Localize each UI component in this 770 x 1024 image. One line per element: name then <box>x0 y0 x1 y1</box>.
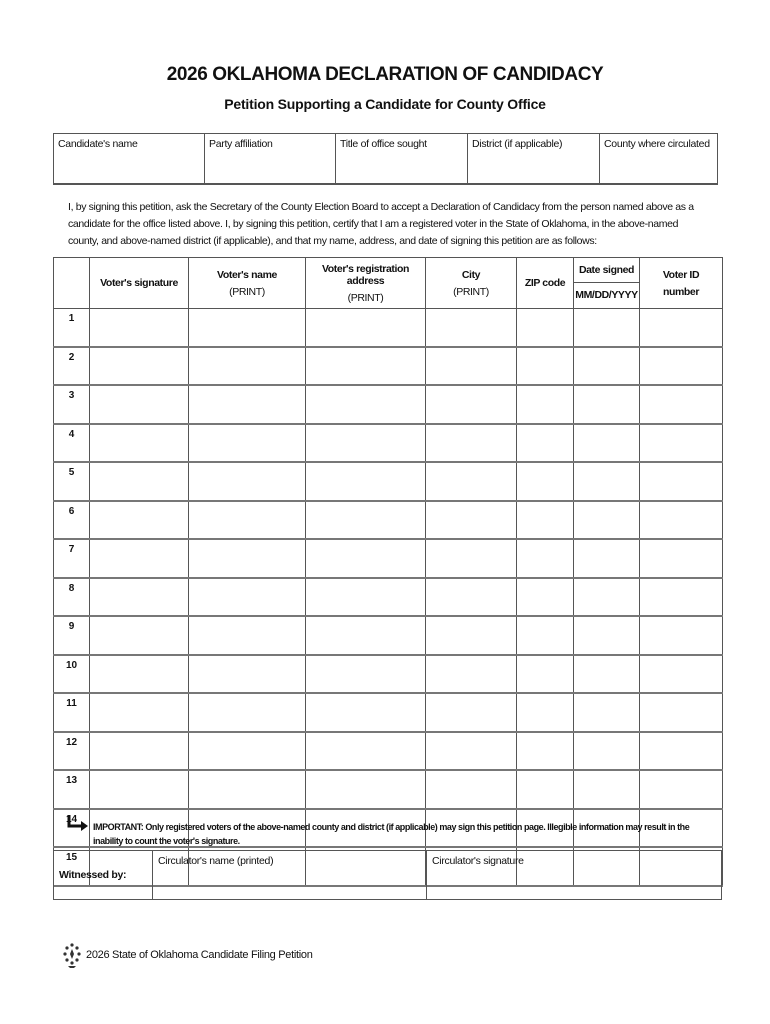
date-cell[interactable] <box>574 347 640 386</box>
signature-table <box>53 257 723 887</box>
signature-cell[interactable] <box>90 578 189 617</box>
row-number: 1 <box>54 309 90 347</box>
signature-cell[interactable] <box>90 539 189 578</box>
circulator-signature-field[interactable]: Circulator's signature <box>427 851 722 900</box>
address-cell[interactable] <box>306 309 426 347</box>
row-number: 12 <box>54 732 90 771</box>
signature-cell[interactable] <box>90 655 189 694</box>
voter-name-cell[interactable] <box>189 424 306 463</box>
zip-cell[interactable] <box>517 309 574 347</box>
city-cell[interactable] <box>426 385 517 424</box>
address-cell[interactable] <box>306 347 426 386</box>
city-cell[interactable] <box>426 732 517 771</box>
voter-id-cell[interactable] <box>640 385 723 424</box>
signature-cell[interactable] <box>90 732 189 771</box>
voter-id-cell[interactable] <box>640 616 723 655</box>
table-row <box>54 616 723 655</box>
address-cell[interactable] <box>306 616 426 655</box>
row-number: 15 <box>54 847 90 886</box>
voter-name-cell[interactable] <box>189 309 306 347</box>
row-number: 3 <box>54 385 90 424</box>
city-cell[interactable] <box>426 424 517 463</box>
date-cell[interactable] <box>574 578 640 617</box>
date-cell[interactable] <box>574 770 640 809</box>
row-number: 14 <box>54 809 90 848</box>
zip-cell[interactable] <box>517 347 574 386</box>
arrow-return-icon <box>66 814 90 834</box>
address-cell[interactable] <box>306 462 426 501</box>
row-number: 13 <box>54 770 90 809</box>
date-cell[interactable] <box>574 693 640 732</box>
voter-id-cell[interactable] <box>640 578 723 617</box>
row-number-header <box>54 258 90 309</box>
address-cell[interactable] <box>306 770 426 809</box>
date-cell[interactable] <box>574 539 640 578</box>
table-row <box>54 462 723 501</box>
city-cell[interactable] <box>426 770 517 809</box>
signature-cell[interactable] <box>90 770 189 809</box>
important-notice: IMPORTANT: Only registered voters of the above-named county and district (if applicable) may sign this petition page. Illegible information may result in the inability to count the voter's signature. <box>93 822 690 846</box>
voter-name-cell[interactable] <box>189 770 306 809</box>
address-header: Voter's registration address (PRINT) <box>306 258 426 309</box>
date-cell[interactable] <box>574 309 640 347</box>
city-cell[interactable] <box>426 347 517 386</box>
row-number: 5 <box>54 462 90 501</box>
table-row <box>54 693 723 732</box>
date-cell[interactable] <box>574 732 640 771</box>
address-cell[interactable] <box>306 732 426 771</box>
zip-cell[interactable] <box>517 462 574 501</box>
address-cell[interactable] <box>306 385 426 424</box>
table-row <box>54 539 723 578</box>
oklahoma-seal-icon <box>62 941 82 969</box>
voter-name-cell[interactable] <box>189 693 306 732</box>
city-header: City (PRINT) <box>426 258 517 309</box>
table-row <box>54 501 723 540</box>
voter-id-cell[interactable] <box>640 309 723 347</box>
row-number: 7 <box>54 539 90 578</box>
footer <box>62 940 313 970</box>
address-cell[interactable] <box>306 539 426 578</box>
circulator-name-field[interactable]: Circulator's name (printed) <box>153 851 427 900</box>
zip-header: ZIP code <box>517 258 574 309</box>
date-cell[interactable] <box>574 501 640 540</box>
city-cell[interactable] <box>426 501 517 540</box>
address-cell[interactable] <box>306 578 426 617</box>
table-row <box>54 732 723 771</box>
voter-name-cell[interactable] <box>189 462 306 501</box>
city-cell[interactable] <box>426 616 517 655</box>
row-number: 11 <box>54 693 90 732</box>
signature-rows <box>54 309 723 886</box>
voter-id-cell[interactable] <box>640 347 723 386</box>
candidate-name-field[interactable]: Candidate's name <box>54 134 205 185</box>
signature-cell[interactable] <box>90 424 189 463</box>
table-row <box>54 385 723 424</box>
table-row <box>54 309 723 347</box>
witnessed-by-label: Witnessed by: <box>54 851 153 900</box>
table-row <box>54 578 723 617</box>
voter-id-cell[interactable] <box>640 693 723 732</box>
office-title-field[interactable]: Title of office sought <box>336 134 468 185</box>
address-cell[interactable] <box>306 655 426 694</box>
zip-cell[interactable] <box>517 539 574 578</box>
signature-header: Voter's signature <box>90 258 189 309</box>
row-number: 4 <box>54 424 90 463</box>
city-cell[interactable] <box>426 655 517 694</box>
signature-cell[interactable] <box>90 309 189 347</box>
voter-id-cell[interactable] <box>640 424 723 463</box>
zip-cell[interactable] <box>517 501 574 540</box>
district-field[interactable]: District (if applicable) <box>468 134 600 185</box>
voter-name-cell[interactable] <box>189 385 306 424</box>
voter-id-cell[interactable] <box>640 732 723 771</box>
date-cell[interactable] <box>574 655 640 694</box>
row-number: 8 <box>54 578 90 617</box>
voter-id-header: Voter ID number <box>640 258 723 309</box>
party-affiliation-field[interactable]: Party affiliation <box>205 134 336 185</box>
address-cell[interactable] <box>306 501 426 540</box>
voter-name-header: Voter's name (PRINT) <box>189 258 306 309</box>
table-row <box>54 347 723 386</box>
row-number: 10 <box>54 655 90 694</box>
signature-cell[interactable] <box>90 385 189 424</box>
date-cell[interactable] <box>574 616 640 655</box>
signature-cell[interactable] <box>90 693 189 732</box>
zip-cell[interactable] <box>517 693 574 732</box>
voter-name-cell[interactable] <box>189 539 306 578</box>
address-cell[interactable] <box>306 693 426 732</box>
voter-id-cell[interactable] <box>640 539 723 578</box>
address-cell[interactable] <box>306 424 426 463</box>
row-number: 9 <box>54 616 90 655</box>
date-cell[interactable] <box>574 424 640 463</box>
row-number: 2 <box>54 347 90 386</box>
voter-name-cell[interactable] <box>189 347 306 386</box>
petition-statement: I, by signing this petition, ask the Secretary of the County Election Board to accept a Declaration of Candidacy from the person named above as a candidate for the office listed above. I, by signing this petition, certify that I am a registered voter in the State of Oklahoma, in the above-named county, and above-named district (if applicable), and that my name, address, and date of signing this petition are as follows: <box>68 201 694 247</box>
zip-cell[interactable] <box>517 578 574 617</box>
date-signed-header: Date signed MM/DD/YYYY <box>574 258 640 309</box>
city-cell[interactable] <box>426 309 517 347</box>
zip-cell[interactable] <box>517 770 574 809</box>
signature-cell[interactable] <box>90 616 189 655</box>
zip-cell[interactable] <box>517 732 574 771</box>
voter-id-cell[interactable] <box>640 462 723 501</box>
city-cell[interactable] <box>426 578 517 617</box>
signature-cell[interactable] <box>90 501 189 540</box>
zip-cell[interactable] <box>517 424 574 463</box>
date-cell[interactable] <box>574 462 640 501</box>
city-cell[interactable] <box>426 462 517 501</box>
table-row <box>54 655 723 694</box>
city-cell[interactable] <box>426 693 517 732</box>
candidate-info-table <box>53 133 718 185</box>
zip-cell[interactable] <box>517 655 574 694</box>
zip-cell[interactable] <box>517 385 574 424</box>
voter-name-cell[interactable] <box>189 732 306 771</box>
county-field[interactable]: County where circulated <box>604 138 710 150</box>
zip-cell[interactable] <box>517 616 574 655</box>
voter-id-cell[interactable] <box>640 655 723 694</box>
voter-name-cell[interactable] <box>189 655 306 694</box>
table-row <box>54 424 723 463</box>
signature-cell[interactable] <box>90 347 189 386</box>
page-subtitle: Petition Supporting a Candidate for County Office <box>224 96 546 112</box>
voter-name-cell[interactable] <box>189 578 306 617</box>
voter-id-cell[interactable] <box>640 770 723 809</box>
witness-table <box>53 850 722 900</box>
city-cell[interactable] <box>426 539 517 578</box>
page-title: 2026 OKLAHOMA DECLARATION OF CANDIDACY <box>166 64 604 85</box>
signature-cell[interactable] <box>90 462 189 501</box>
voter-name-cell[interactable] <box>189 616 306 655</box>
date-cell[interactable] <box>574 385 640 424</box>
voter-id-cell[interactable] <box>640 501 723 540</box>
table-row <box>54 770 723 809</box>
footer-text: 2026 State of Oklahoma Candidate Filing Petition <box>86 949 313 961</box>
row-number: 6 <box>54 501 90 540</box>
voter-name-cell[interactable] <box>189 501 306 540</box>
